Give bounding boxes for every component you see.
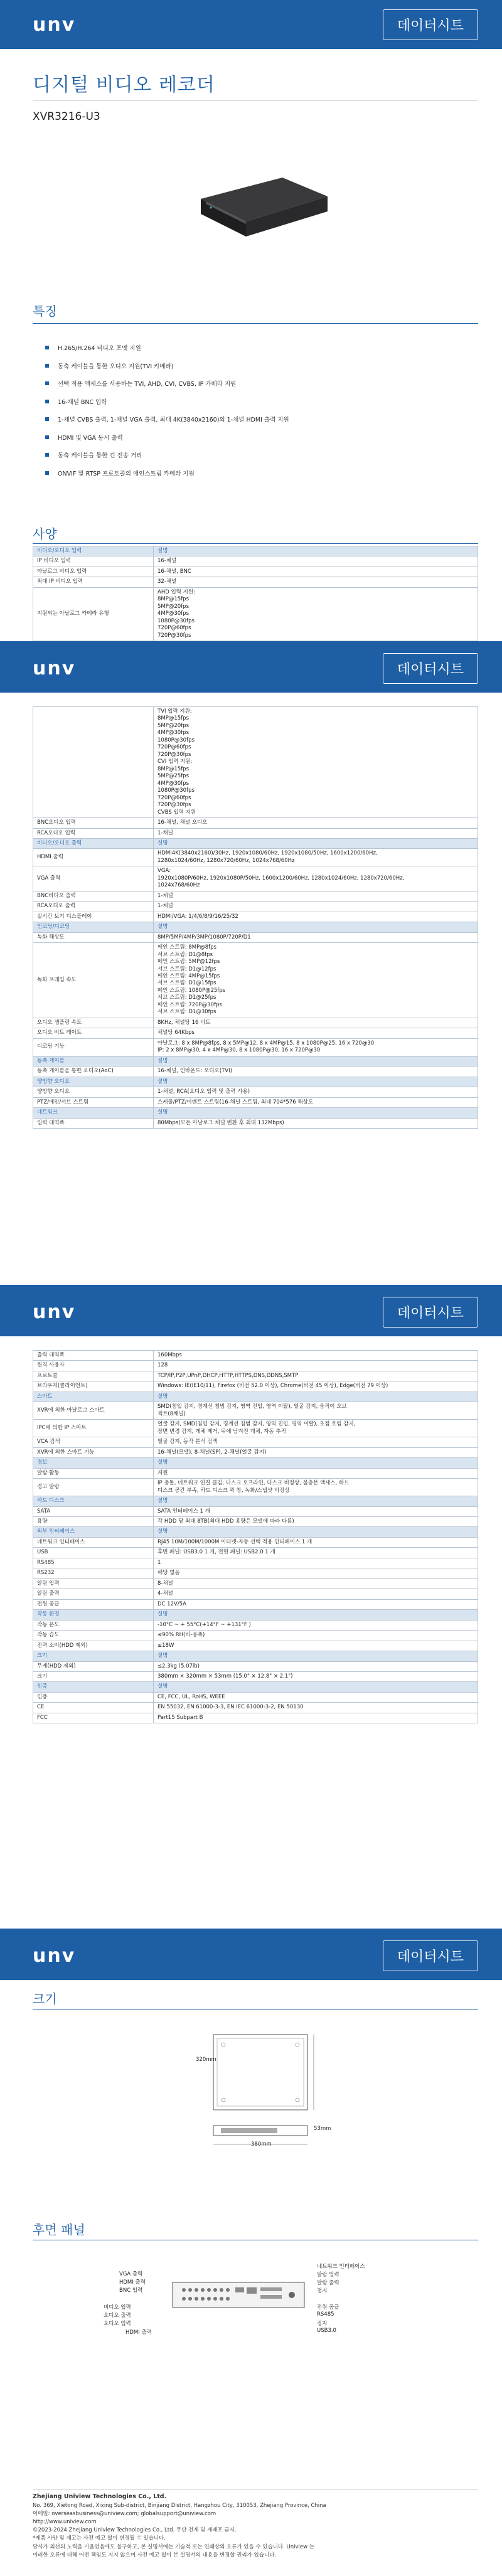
spec-section-row <box>33 1108 478 1118</box>
spec-row <box>33 828 478 838</box>
spec-value: 해당 없음 <box>154 1568 478 1578</box>
spec-value: 8MP/5MP/4MP/3MP/1080P/720P/D1 <box>154 932 478 942</box>
spec-key: 양방향 오디오 <box>33 1087 154 1097</box>
spec-value: DC 12V/5A <box>154 1599 478 1609</box>
spec-key: 오디오 샘플링 속도 <box>33 1018 154 1028</box>
spec-key: 오디오 비트 레이트 <box>33 1028 154 1038</box>
spec-row <box>33 556 478 567</box>
rear-label-left: HDMI 출력 <box>125 2329 152 2336</box>
spec-row <box>33 1516 478 1526</box>
spec-value: 1-채널, RCA(오디오 입력 및 출력 사용) <box>154 1087 478 1097</box>
datasheet-page-3 <box>0 1287 502 1931</box>
spec-value: 채널당 64Kbps <box>154 1028 478 1038</box>
spec-value: 설명 <box>154 546 478 556</box>
spec-key: CE <box>33 1703 154 1713</box>
spec-row <box>33 1672 478 1682</box>
spec-key: 알람 입력 <box>33 1578 154 1589</box>
rear-label-right: 접지 <box>317 2288 328 2294</box>
dimension-label-depth: 320mm <box>196 2057 216 2063</box>
spec-value: 얼굴 감지, 동작 분석 검색 <box>154 1437 478 1447</box>
spec-key: 입력 대역폭 <box>33 1118 154 1128</box>
spec-value: SMD(침입 감지, 경계선 침범 감지, 영역 진입, 영역 이탈), 얼굴 감지, 움직이 오브 젝트(8채널) <box>154 1402 478 1420</box>
rear-label-right: 알람 입력 <box>317 2272 339 2278</box>
spec-row <box>33 1599 478 1609</box>
spec-row <box>33 1692 478 1702</box>
spec-row <box>33 1703 478 1713</box>
spec-value: 1 <box>154 1558 478 1568</box>
spec-key: 비디오/오디오 입력 <box>33 546 154 556</box>
spec-key: HDMI 출력 <box>33 849 154 866</box>
spec-value: 얼굴 감지, SMD(침입 감지, 경계선 침범 감지, 영역 진입, 영역 이탈), 초점 흐림 감지, 장면 변경 감지, 개체 제거, 뒤에 남겨진 개체, 자동 추적 <box>154 1420 478 1437</box>
spec-value: 32-채널 <box>154 577 478 587</box>
features-list <box>45 339 289 482</box>
spec-value: 16-채널, BNC <box>154 567 478 577</box>
spec-value: 80Mbps(모든 아날로그 채널 변환 후 최대 132Mbps) <box>154 1118 478 1128</box>
spec-key: 작동 습도 <box>33 1631 154 1641</box>
spec-key: 스마트 <box>33 1392 154 1402</box>
spec-value: -10°C ~ + 55°C(+14°F ~ +131°F ) <box>154 1620 478 1630</box>
spec-value: CE, FCC, UL, RoHS, WEEE <box>154 1692 478 1702</box>
spec-key: BNC비디오 출력 <box>33 891 154 901</box>
spec-section-row <box>33 1392 478 1402</box>
page-title: 디지털 비디오 레코더 <box>33 74 215 96</box>
feature-item: H.265/H.264 비디오 포맷 지원 <box>45 339 289 357</box>
spec-value: TCP/IP,P2P,UPnP,DHCP,HTTP,HTTPS,DNS,DDNS,SMTP <box>154 1371 478 1381</box>
spec-section-row <box>33 1077 478 1087</box>
spec-row <box>33 1713 478 1723</box>
spec-row <box>33 902 478 912</box>
spec-key: FCC <box>33 1713 154 1723</box>
spec-key: 비디오/오디오 출력 <box>33 838 154 848</box>
spec-row <box>33 1087 478 1097</box>
header-bar <box>0 0 502 49</box>
brand-logo-text: unv <box>33 13 76 36</box>
company-name: Zhejiang Uniview Technologies Co., Ltd. <box>33 2493 167 2500</box>
spec-value: HDMI/VGA: 1/4/6/8/9/16/25/32 <box>154 912 478 922</box>
spec-key: 경보 <box>33 1458 154 1468</box>
spec-row <box>33 1578 478 1589</box>
spec-key: 알람 출력 <box>33 1589 154 1599</box>
company-address: No. 369, Xietong Road, Xixing Sub-district, Binjiang District, Hangzhou City, 310053, Zhejiang Province, China <box>33 2502 326 2509</box>
brand-logo-text: unv <box>33 657 76 679</box>
spec-value: 설명 <box>154 922 478 932</box>
spec-value: 8-채널 <box>154 1578 478 1589</box>
disclaimer-line: 당사가 최선의 노력을 기울였음에도 불구하고, 본 설명서에는 기술적 또는 인쇄상의 오류가 있을 수 있습니다. Uniview 는 <box>33 2543 314 2550</box>
spec-key: 인코딩/디코딩 <box>33 922 154 932</box>
spec-key: 실시간 보기 디스플레이 <box>33 912 154 922</box>
spec-value: 4-채널 <box>154 1589 478 1599</box>
rear-label-right: 접지 <box>317 2321 328 2327</box>
company-email: 이메일: overseasbusiness@uniview.com; globalsupport@uniview.com <box>33 2510 216 2517</box>
spec-row <box>33 1420 478 1437</box>
disclaimer-line: 이러한 오류에 대해 어떤 책임도 지지 않으며 사전 예고 없이 본 설명서의 내용을 변경할 권리가 있습니다. <box>33 2552 277 2558</box>
spec-key: RCA오디오 입력 <box>33 828 154 838</box>
spec-section-row <box>33 1651 478 1661</box>
header-bar <box>0 644 502 693</box>
rear-label-left: 오디오 출력 <box>104 2313 131 2319</box>
datasheet-page-1 <box>0 0 502 644</box>
spec-key: 경고 알람 <box>33 1479 154 1496</box>
spec-row <box>33 912 478 922</box>
spec-row <box>33 1537 478 1547</box>
spec-value: 설명 <box>154 1392 478 1402</box>
spec-section-row <box>33 1458 478 1468</box>
spec-key: 인증 <box>33 1682 154 1692</box>
footer <box>33 2493 478 2560</box>
spec-value: 설명 <box>154 1458 478 1468</box>
spec-section-row <box>33 922 478 932</box>
brand-logo <box>33 14 75 36</box>
spec-key: 출력 대역폭 <box>33 1351 154 1361</box>
spec-value: 설명 <box>154 1108 478 1118</box>
copyright: ©2023-2024 Zhejiang Uniview Technologies Co., Ltd. 무단 전재 및 재배포 금지. <box>33 2527 237 2534</box>
spec-key: 아날로그 비디오 입력 <box>33 567 154 577</box>
model-number: XVR3216-U3 <box>33 110 100 123</box>
spec-section-row <box>33 838 478 848</box>
spec-row <box>33 1381 478 1392</box>
spec-key: XVR에 의한 아날로그 스마트 <box>33 1402 154 1420</box>
features-title: 특징 <box>33 304 57 319</box>
feature-item: 선택 적용 액세스를 사용하는 TVI, AHD, CVI, CVBS, IP 카메라 지원 <box>45 375 289 393</box>
spec-value: 128 <box>154 1361 478 1371</box>
spec-value: 8KHz, 채널당 16 비트 <box>154 1018 478 1028</box>
spec-key: RCA오디오 출력 <box>33 902 154 912</box>
spec-row <box>33 1351 478 1361</box>
spec-key: 프로토콜 <box>33 1371 154 1381</box>
spec-value: 설명 <box>154 1610 478 1620</box>
spec-key <box>33 707 154 818</box>
rear-label-left: 비디오 입력 <box>104 2304 131 2311</box>
spec-key: 동축 케이블을 통한 오디오(AoC) <box>33 1067 154 1077</box>
spec-value: ≤2.3kg (5.07lb) <box>154 1661 478 1671</box>
spec-value: RJ45 10M/100M/1000M 이더넷-자동 선택 적용 인터페이스 1 개 <box>154 1537 478 1547</box>
spec-value: 설명 <box>154 1056 478 1066</box>
spec-row <box>33 891 478 901</box>
header-bar <box>0 1287 502 1336</box>
feature-item: 동축 케이블을 통한 긴 전송 거리 <box>45 446 289 464</box>
spec-row <box>33 1437 478 1447</box>
spec-value: 16-채널 <box>154 556 478 567</box>
datasheet-page-4 <box>0 1931 502 2576</box>
spec-value: AHD 입력 지원: 8MP@15fps 5MP@20fps 4MP@30fps 1080P@30fps 720P@60fps 720P@30fps <box>154 587 478 641</box>
spec-row <box>33 1018 478 1028</box>
spec-value: 각 HDD 당 최대 8TB(최대 HDD 용량은 모델에 따라 다름) <box>154 1516 478 1526</box>
spec-value: EN 55032, EN 61000-3-3, EN IEC 61000-3-2, EN 50130 <box>154 1703 478 1713</box>
spec-key: BNC오디오 입력 <box>33 818 154 828</box>
spec-row <box>33 1097 478 1107</box>
spec-key: IP 비디오 입력 <box>33 556 154 567</box>
spec-key: 브라우저(클라이언트) <box>33 1381 154 1392</box>
datasheet-page-2 <box>0 644 502 1287</box>
spec-title: 사양 <box>33 526 57 541</box>
brand-logo <box>33 1301 75 1323</box>
spec-row <box>33 1620 478 1630</box>
spec-value: ≤18W <box>154 1641 478 1651</box>
spec-key: 작동 환경 <box>33 1610 154 1620</box>
spec-value: 후면 패널: USB3.0 1 개, 전면 패널: USB2.0 1 개 <box>154 1548 478 1558</box>
spec-row <box>33 1402 478 1420</box>
spec-value: TVI 입력 지원: 8MP@15fps 5MP@20fps 4MP@30fps 1080P@30fps 720P@60fps 720P@30fps CVI 입력 지원: 8MP@15fps 5MP@25fps 4MP@30fps 1080P@30fps 720P@60fps 720P@30fps CVBS 입력 지원 <box>154 707 478 818</box>
brand-logo <box>33 1945 75 1967</box>
spec-key: IPC에 의한 IP 스마트 <box>33 1420 154 1437</box>
rear-label-right: USB3.0 <box>317 2328 336 2334</box>
spec-row <box>33 577 478 587</box>
spec-row <box>33 1447 478 1457</box>
spec-row <box>33 1479 478 1496</box>
spec-row <box>33 932 478 942</box>
dimensions-title: 크기 <box>33 1991 57 2006</box>
spec-key: XVR에 의한 스마트 기능 <box>33 1447 154 1457</box>
header-bar <box>0 1931 502 1980</box>
spec-value: IP 충돌, 네트워크 연결 끊김, 디스크 오프라인, 디스크 비정상, 불충분 액세스, 하드 디스크 공간 부족, 하드 디스크 꽉 참, 녹화/스냅샷 비정상 <box>154 1479 478 1496</box>
datasheet-badge: 데이터시트 <box>383 1940 478 1971</box>
spec-value: 16-채널, 인바운드: 오디오(TVI) <box>154 1067 478 1077</box>
rear-panel-drawing <box>166 2264 311 2320</box>
spec-value: VGA: 1920x1080P/60Hz, 1920x1080P/50Hz, 1600x1200/60Hz, 1280x1024/60Hz, 1280x720/60Hz, 1024x768/60Hz <box>154 866 478 891</box>
spec-row <box>33 587 478 641</box>
spec-key: 네트워크 인터페이스 <box>33 1537 154 1547</box>
spec-key: VCA 검색 <box>33 1437 154 1447</box>
spec-value: ≤90% RH(비-응축) <box>154 1631 478 1641</box>
spec-row <box>33 943 478 1018</box>
spec-table-3 <box>33 1350 478 1723</box>
spec-row <box>33 1641 478 1651</box>
feature-item: 동축 케이블을 통한 오디오 지원(TVI 카메라) <box>45 357 289 375</box>
spec-divider <box>33 543 478 544</box>
spec-row <box>33 1028 478 1038</box>
spec-row <box>33 1661 478 1671</box>
spec-row <box>33 1506 478 1516</box>
rear-label-left: BNC 입력 <box>119 2287 143 2294</box>
spec-key: 지원되는 아날로그 카메라 유형 <box>33 587 154 641</box>
dimension-label-width: 380mm <box>251 2141 272 2148</box>
spec-key: SATA <box>33 1506 154 1516</box>
spec-key: 디코딩 기능 <box>33 1038 154 1056</box>
spec-value: HDMI4K(3840x2160)/30Hz, 1920x1080/60Hz, 1920x1080/50Hz, 1600x1200/60Hz, 1280x1024/60Hz, 1280x720/60Hz, 1024x768/60Hz <box>154 849 478 866</box>
spec-key: 작동 온도 <box>33 1620 154 1630</box>
brand-logo <box>33 657 75 679</box>
spec-key: 인증 <box>33 1692 154 1702</box>
company-website[interactable]: http://www.uniview.com <box>33 2519 97 2526</box>
spec-key: 최대 IP 비디오 입력 <box>33 577 154 587</box>
spec-value: 설명 <box>154 1527 478 1537</box>
rear-label-left: 오디오 입력 <box>104 2321 131 2327</box>
rear-label-right: 알람 출력 <box>317 2280 339 2286</box>
feature-item: 1-채널 CVBS 출력, 1-채널 VGA 출력, 최대 4K(3840x2160)의 1-채널 HDMI 출력 지원 <box>45 410 289 428</box>
spec-value: 설명 <box>154 1682 478 1692</box>
spec-row <box>33 1468 478 1478</box>
spec-table-2 <box>33 706 478 1129</box>
spec-value: 설명 <box>154 1496 478 1506</box>
spec-value: 16-채널, 채널 오디오 <box>154 818 478 828</box>
dvr-device-image <box>188 166 333 260</box>
feature-item: HDMI 및 VGA 동시 출력 <box>45 428 289 447</box>
spec-row <box>33 818 478 828</box>
spec-row <box>33 1038 478 1056</box>
spec-key: 녹화 해상도 <box>33 932 154 942</box>
spec-key: 외부 인터페이스 <box>33 1527 154 1537</box>
spec-value: 지원 <box>154 1468 478 1478</box>
title-divider <box>33 100 478 101</box>
spec-row <box>33 1118 478 1128</box>
rear-panel-title: 후면 패널 <box>33 2222 85 2237</box>
spec-section-row <box>33 1610 478 1620</box>
rear-label-right: 네트워크 인터페이스 <box>317 2264 365 2270</box>
spec-value: 스케줄/PTZ/이벤트 스트림(16-채널 스트림, 최대 704*576 해상도 <box>154 1097 478 1107</box>
spec-section-row <box>33 1682 478 1692</box>
datasheet-badge: 데이터시트 <box>383 653 478 684</box>
footer-divider <box>33 2489 478 2490</box>
spec-key: 크기 <box>33 1651 154 1661</box>
disclaimer-line: *제품 사양 및 재고는 사전 예고 없이 변경될 수 있습니다. <box>33 2535 166 2542</box>
dimension-drawing <box>188 2022 333 2154</box>
spec-key: 동축 케이블 <box>33 1056 154 1066</box>
spec-table-1 <box>33 546 478 641</box>
spec-value: 설명 <box>154 1651 478 1661</box>
spec-key: VGA 출력 <box>33 866 154 891</box>
spec-value: Windows: IE(IE10/11), Firefox (버전 52.0 이상), Chrome(버전 45 이상), Edge(버전 79 이상) <box>154 1381 478 1392</box>
spec-row <box>33 1631 478 1641</box>
spec-key: 전원 공급 <box>33 1599 154 1609</box>
spec-row <box>33 849 478 866</box>
spec-section-row <box>33 1496 478 1506</box>
spec-value: 380mm × 320mm × 53mm (15.0" × 12.8" × 2.1") <box>154 1672 478 1682</box>
spec-row <box>33 707 478 818</box>
rear-label-right: RS485 <box>317 2311 334 2318</box>
spec-value: 1-채널 <box>154 828 478 838</box>
spec-row <box>33 1558 478 1568</box>
feature-item: 16-채널 BNC 입력 <box>45 393 289 411</box>
spec-row <box>33 1371 478 1381</box>
spec-section-row <box>33 1056 478 1066</box>
spec-value: 160Mbps <box>154 1351 478 1361</box>
spec-key: 원격 사용자 <box>33 1361 154 1371</box>
spec-value: Part15 Subpart B <box>154 1713 478 1723</box>
spec-value: 설명 <box>154 1077 478 1087</box>
spec-key: 용량 <box>33 1516 154 1526</box>
spec-key: 전력 소비(HDD 제외) <box>33 1641 154 1651</box>
spec-key: PTZ/메인/서브 스트림 <box>33 1097 154 1107</box>
spec-key: USB <box>33 1548 154 1558</box>
spec-value: 1-채널 <box>154 891 478 901</box>
spec-row <box>33 1067 478 1077</box>
spec-value: SATA 인터페이스 1 개 <box>154 1506 478 1516</box>
spec-key: 알람 활동 <box>33 1468 154 1478</box>
rear-label-right: 전원 공급 <box>317 2304 339 2311</box>
spec-key: 녹화 프레임 속도 <box>33 943 154 1018</box>
spec-row <box>33 1361 478 1371</box>
spec-row <box>33 567 478 577</box>
spec-row <box>33 1568 478 1578</box>
spec-key: 크기 <box>33 1672 154 1682</box>
spec-row <box>33 1548 478 1558</box>
rear-label-left: VGA 출력 <box>119 2271 143 2277</box>
feature-item: ONVIF 및 RTSP 프로토콜의 애인스트림 카메라 지원 <box>45 464 289 482</box>
spec-value: 1-채널 <box>154 902 478 912</box>
dimension-label-height: 53mm <box>314 2126 331 2132</box>
brand-logo-text: unv <box>33 1301 76 1323</box>
spec-value: 아날로그: 8 x 8MP@8fps, 8 x 5MP@12, 8 x 4MP@15, 8 x 1080P@25, 16 x 720@30 IP: 2 x 8MP@30, 4 x 4MP@30, 8 x 1080P@30, 16 x 720P@30 <box>154 1038 478 1056</box>
spec-key: 하드 디스크 <box>33 1496 154 1506</box>
spec-row <box>33 1589 478 1599</box>
spec-value: 16-채널(모델), 8-채널(SP), 2-채널(얼굴 감지) <box>154 1447 478 1457</box>
spec-key: 양방향 오디오 <box>33 1077 154 1087</box>
brand-logo-text: unv <box>33 1944 76 1967</box>
spec-value: 설명 <box>154 838 478 848</box>
datasheet-badge: 데이터시트 <box>383 9 478 40</box>
spec-key: RS485 <box>33 1558 154 1568</box>
spec-key: 네트워크 <box>33 1108 154 1118</box>
spec-section-row <box>33 1527 478 1537</box>
rear-label-left: HDMI 출력 <box>119 2279 146 2286</box>
spec-row <box>33 866 478 891</box>
features-divider <box>33 323 478 324</box>
spec-key: RS232 <box>33 1568 154 1578</box>
spec-key: 무게(HDD 제외) <box>33 1661 154 1671</box>
spec-section-row <box>33 546 478 556</box>
datasheet-badge: 데이터시트 <box>383 1297 478 1328</box>
spec-value: 메인 스트림: 8MP@8fps 서브 스트림: D1@8fps 메인 스트림: 5MP@12fps 서브 스트림: D1@12fps 메인 스트림: 4MP@15fps 서브 스트림: D1@15fps 메인 스트림: 1080P@25fps 서브 스트림: D1@25fps 메인 스트림: 720P@30fps 서브 스트림: D1@30fps <box>154 943 478 1018</box>
